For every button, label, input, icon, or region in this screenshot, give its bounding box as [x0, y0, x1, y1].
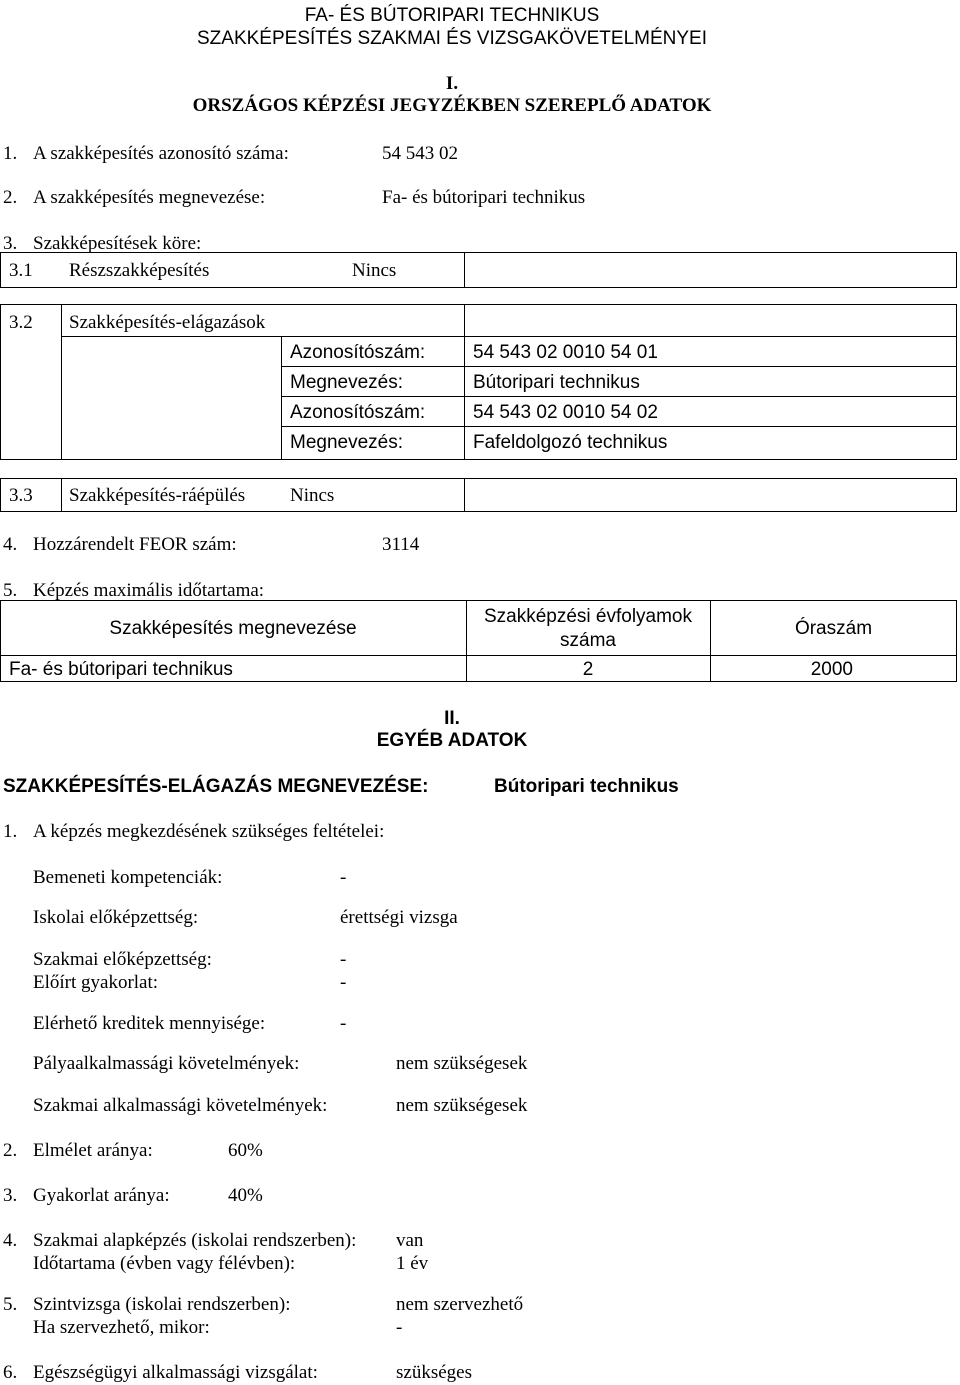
branch-heading-value: Bútoripari technikus	[494, 776, 679, 797]
cond-aptitude-value: nem szükségesek	[396, 1095, 528, 1116]
table-cell-grades: 2	[582, 659, 594, 680]
branch2-name-label: Megnevezés:	[290, 432, 404, 453]
theory-label: Elmélet aránya:	[33, 1140, 153, 1161]
sub31-divider	[464, 252, 465, 288]
basic-training-value: van	[396, 1230, 424, 1251]
cond-credits-label: Elérhető kreditek mennyisége:	[33, 1013, 266, 1034]
cond-credits-value: -	[340, 1013, 347, 1034]
prereq-label: A képzés megkezdésének szükséges feltételei:	[33, 821, 385, 842]
table-header-grades-line2: száma	[560, 630, 616, 651]
health-exam-num: 6.	[3, 1362, 18, 1383]
level-exam-num: 5.	[3, 1294, 18, 1315]
section2-numeral: II.	[444, 708, 460, 729]
table-header-grades-line1: Szakképzési évfolyamok	[483, 606, 693, 627]
theory-value: 60%	[228, 1140, 263, 1161]
sub33-value: Nincs	[290, 485, 335, 506]
table-cell-name: Fa- és bútoripari technikus	[9, 659, 233, 680]
branch-heading-label: SZAKKÉPESÍTÉS-ELÁGAZÁS MEGNEVEZÉSE:	[3, 776, 429, 797]
branch1-id-value: 54 543 02 0010 54 01	[473, 342, 658, 363]
cond-practice-label: Előírt gyakorlat:	[33, 972, 159, 993]
table-header-hours: Óraszám	[794, 618, 873, 639]
practice-label: Gyakorlat aránya:	[33, 1185, 170, 1206]
basic-training-duration-value: 1 év	[396, 1253, 429, 1274]
branch2-name-value: Fafeldolgozó technikus	[473, 432, 668, 453]
basic-training-duration-label: Időtartama (évben vagy félévben):	[33, 1253, 296, 1274]
branch1-name-label: Megnevezés:	[290, 372, 404, 393]
item2-label: A szakképesítés megnevezése:	[33, 187, 266, 208]
cond-career-label: Pályaalkalmassági követelmények:	[33, 1053, 300, 1074]
sub32-num: 3.2	[9, 312, 33, 333]
document-title-line1: FA- ÉS BÚTORIPARI TECHNIKUS	[304, 5, 600, 26]
table-header-name: Szakképesítés megnevezése	[109, 618, 357, 639]
basic-training-label: Szakmai alapképzés (iskolai rendszerben):	[33, 1230, 357, 1251]
level-exam-when-value: -	[396, 1317, 403, 1338]
sub31-label: Részszakképesítés	[69, 260, 210, 281]
sub31-num: 3.1	[9, 260, 33, 281]
feor-label: Hozzárendelt FEOR szám:	[33, 534, 237, 555]
item1-label: A szakképesítés azonosító száma:	[33, 143, 289, 164]
level-exam-when-label: Ha szervezhető, mikor:	[33, 1317, 210, 1338]
sub33-label: Szakképesítés-ráépülés	[69, 485, 246, 506]
level-exam-label: Szintvizsga (iskolai rendszerben):	[33, 1294, 291, 1315]
feor-value: 3114	[382, 534, 420, 555]
cond-career-value: nem szükségesek	[396, 1053, 528, 1074]
branch1-id-label: Azonosítószám:	[290, 342, 426, 363]
duration-num: 5.	[3, 580, 18, 601]
item3-label: Szakképesítések köre:	[33, 233, 202, 254]
theory-num: 2.	[3, 1140, 18, 1161]
section1-numeral: I.	[445, 73, 459, 94]
cond-practice-value: -	[340, 972, 347, 993]
sub33-num: 3.3	[9, 485, 33, 506]
health-exam-value: szükséges	[396, 1362, 472, 1383]
practice-value: 40%	[228, 1185, 263, 1206]
sub31-value: Nincs	[352, 260, 397, 281]
duration-label: Képzés maximális időtartama:	[33, 580, 265, 601]
level-exam-value: nem szervezhető	[396, 1294, 524, 1315]
cond-input-competence-label: Bemeneti kompetenciák:	[33, 867, 223, 888]
sub32-label: Szakképesítés-elágazások	[69, 312, 266, 333]
item1-value: 54 543 02	[382, 143, 458, 164]
item1-num: 1.	[3, 143, 18, 164]
cond-input-competence-value: -	[340, 867, 347, 888]
cond-school-value: érettségi vizsga	[340, 907, 458, 928]
cond-school-label: Iskolai előképzettség:	[33, 907, 199, 928]
branch2-id-value: 54 543 02 0010 54 02	[473, 402, 658, 423]
cond-prof-value: -	[340, 949, 347, 970]
item2-value: Fa- és bútoripari technikus	[382, 187, 586, 208]
cond-aptitude-label: Szakmai alkalmassági követelmények:	[33, 1095, 328, 1116]
basic-training-num: 4.	[3, 1230, 18, 1251]
cond-prof-label: Szakmai előképzettség:	[33, 949, 212, 970]
item2-num: 2.	[3, 187, 18, 208]
prereq-num: 1.	[3, 821, 18, 842]
branch2-id-label: Azonosítószám:	[290, 402, 426, 423]
branch1-name-value: Bútoripari technikus	[473, 372, 640, 393]
section1-title: ORSZÁGOS KÉPZÉSI JEGYZÉKBEN SZEREPLŐ ADATOK	[192, 95, 712, 116]
health-exam-label: Egészségügyi alkalmassági vizsgálat:	[33, 1362, 318, 1383]
table-cell-hours: 2000	[810, 659, 853, 680]
practice-num: 3.	[3, 1185, 18, 1206]
document-title-line2: SZAKKÉPESÍTÉS SZAKMAI ÉS VIZSGAKÖVETELMÉNYEI	[197, 28, 707, 49]
section2-title: EGYÉB ADATOK	[376, 730, 528, 751]
feor-num: 4.	[3, 534, 18, 555]
item3-num: 3.	[3, 233, 18, 254]
